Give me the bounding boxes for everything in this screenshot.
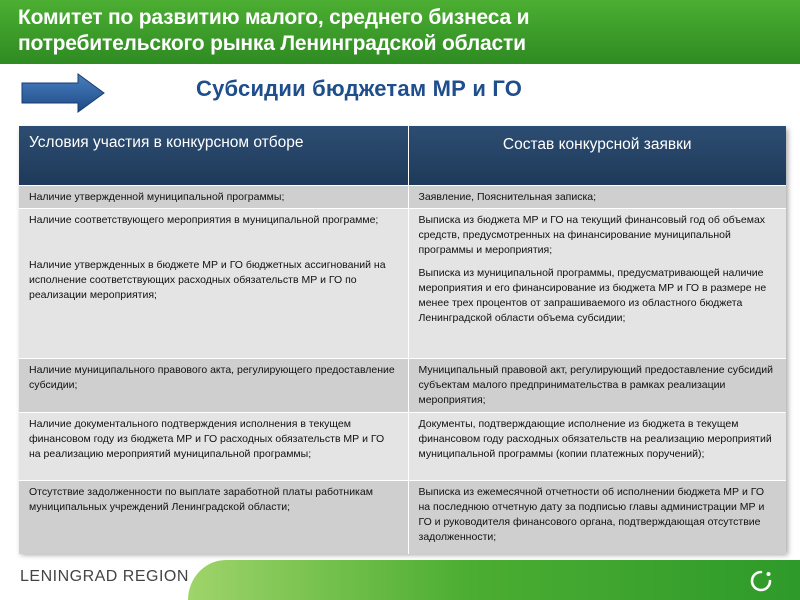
condition-cell bbox=[19, 208, 408, 358]
table-row bbox=[19, 208, 786, 358]
header-title-line2: потребительского рынка Ленинградской области bbox=[18, 32, 526, 55]
document-cell: Документы, подтверждающие исполнение из бюджета в текущем финансовом году расходных обязательств на реализацию мероприятий муниципальной программы (копии платежных поручений); bbox=[408, 412, 786, 480]
table-row bbox=[19, 358, 786, 412]
condition-text: Наличие соответствующего мероприятия в муниципальной программе; bbox=[29, 213, 379, 226]
header-banner bbox=[0, 0, 800, 64]
spacer bbox=[419, 258, 777, 266]
arrow-right-icon bbox=[20, 72, 106, 114]
refresh-circle-icon bbox=[749, 569, 773, 593]
condition-text: Наличие утвержденных в бюджете МР и ГО бюджетных ассигнований на исполнение соответствующих расходных обязательств МР и ГО по реализации мероприятия; bbox=[29, 258, 386, 301]
column-header-conditions: Условия участия в конкурсном отборе bbox=[19, 126, 408, 185]
condition-cell: Наличие муниципального правового акта, регулирующего предоставление субсидии; bbox=[19, 358, 408, 412]
table-row bbox=[19, 412, 786, 480]
condition-cell: Отсутствие задолженности по выплате заработной платы работникам муниципальных учреждений Ленинградской области; bbox=[19, 480, 408, 554]
document-cell bbox=[408, 208, 786, 358]
footer-band bbox=[188, 560, 800, 600]
document-cell: Муниципальный правовой акт, регулирующий предоставление субсидий субъектам малого предпринимательства в рамках реализации мероприятия; bbox=[408, 358, 786, 412]
table-row bbox=[19, 185, 786, 208]
page-subtitle: Субсидии бюджетам МР и ГО bbox=[196, 76, 523, 101]
document-text: Выписка из бюджета МР и ГО на текущий финансовый год об объемах средств, предусмотренных на финансирование муниципальной программы и мероприятия; bbox=[418, 213, 766, 256]
document-cell: Выписка из ежемесячной отчетности об исполнении бюджета МР и ГО на последнюю отчетную дату за подписью главы администрации МР и ГО и руководителя финансового органа, подтверждающая отсутствие задолженности; bbox=[408, 480, 786, 554]
condition-cell: Наличие утвержденной муниципальной программы; bbox=[19, 185, 408, 208]
header-title-line1: Комитет по развитию малого, среднего бизнеса и bbox=[18, 6, 530, 29]
document-cell: Заявление, Пояснительная записка; bbox=[408, 185, 786, 208]
table-row bbox=[19, 480, 786, 554]
column-header-application: Состав конкурсной заявки bbox=[408, 126, 786, 185]
document-text: Выписка из муниципальной программы, предусматривающей наличие мероприятия и его финансирование из бюджета МР и ГО в размере не менее трех процентов от запрашиваемого из областного бюджета Ленинградской области объема субсидии; bbox=[418, 266, 767, 324]
conditions-table bbox=[19, 126, 786, 552]
condition-cell: Наличие документального подтверждения исполнения в текущем финансовом году из бюджета МР и ГО расходных обязательств МР и ГО на реализацию мероприятий муниципальной программы; bbox=[19, 412, 408, 480]
spacer bbox=[29, 228, 398, 258]
footer-logo: LENINGRAD REGION bbox=[20, 568, 189, 585]
